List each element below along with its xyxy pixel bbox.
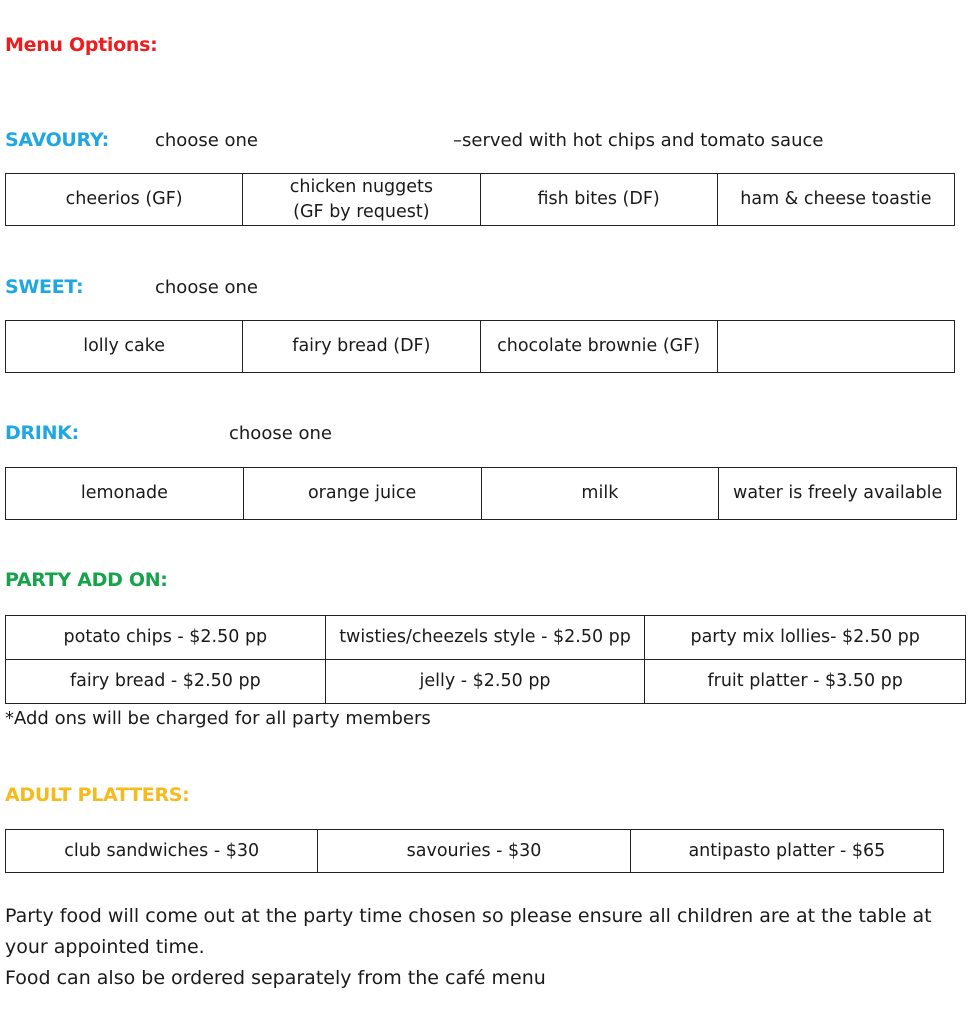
- drink-table: [5, 467, 957, 520]
- table-row: [6, 660, 966, 704]
- sweet-heading: SWEET:: [5, 276, 84, 298]
- drink-heading: DRINK:: [5, 422, 79, 444]
- drink-option-water: water is freely available: [719, 468, 957, 520]
- table-row: [6, 321, 955, 373]
- chicken-nuggets-label: chicken nuggets: [289, 176, 434, 197]
- savoury-table: [5, 173, 955, 226]
- drink-option-lemonade: lemonade: [6, 468, 244, 520]
- savoury-instruction: choose one: [155, 130, 258, 151]
- party-add-on-cell: fruit platter - $3.50 pp: [645, 660, 966, 704]
- chicken-nuggets-note: (GF by request): [293, 201, 430, 222]
- party-add-on-cell: fairy bread - $2.50 pp: [6, 660, 326, 704]
- party-add-on-footnote: *Add ons will be charged for all party members: [5, 708, 431, 729]
- drink-instruction: choose one: [229, 423, 332, 444]
- savoury-option-fish-bites: fish bites (DF): [480, 174, 717, 226]
- page-title: Menu Options:: [5, 34, 158, 56]
- party-add-on-table: [5, 615, 966, 704]
- savoury-option-chicken-nuggets: [243, 174, 480, 226]
- party-add-on-cell: twisties/cheezels style - $2.50 pp: [325, 616, 645, 660]
- sweet-table: [5, 320, 955, 373]
- savoury-heading: SAVOURY:: [5, 129, 109, 151]
- adult-platters-heading: ADULT PLATTERS:: [5, 784, 190, 806]
- sweet-option-fairy-bread: fairy bread (DF): [243, 321, 480, 373]
- sweet-option-lolly-cake: lolly cake: [6, 321, 243, 373]
- adult-platters-table: [5, 829, 944, 873]
- footer-line-3: Food can also be ordered separately from the café menu: [5, 967, 546, 989]
- party-add-on-cell: jelly - $2.50 pp: [325, 660, 645, 704]
- adult-platter-antipasto: antipasto platter - $65: [630, 830, 943, 873]
- footer-line-1: Party food will come out at the party time chosen so please ensure all children are at the table at: [5, 905, 932, 927]
- savoury-option-toastie: ham & cheese toastie: [717, 174, 954, 226]
- savoury-note: –served with hot chips and tomato sauce: [453, 130, 824, 151]
- sweet-option-empty: [717, 321, 954, 373]
- party-add-on-heading: PARTY ADD ON:: [5, 569, 168, 591]
- drink-option-milk: milk: [481, 468, 719, 520]
- table-row: [6, 174, 955, 226]
- table-row: [6, 616, 966, 660]
- party-add-on-cell: potato chips - $2.50 pp: [6, 616, 326, 660]
- table-row: [6, 830, 944, 873]
- sweet-option-brownie: chocolate brownie (GF): [480, 321, 717, 373]
- footer-line-2: your appointed time.: [5, 936, 205, 958]
- sweet-instruction: choose one: [155, 277, 258, 298]
- drink-option-orange-juice: orange juice: [243, 468, 481, 520]
- savoury-option-cheerios: cheerios (GF): [6, 174, 243, 226]
- table-row: [6, 468, 957, 520]
- adult-platter-savouries: savouries - $30: [318, 830, 630, 873]
- party-add-on-cell: party mix lollies- $2.50 pp: [645, 616, 966, 660]
- adult-platter-club-sandwiches: club sandwiches - $30: [6, 830, 318, 873]
